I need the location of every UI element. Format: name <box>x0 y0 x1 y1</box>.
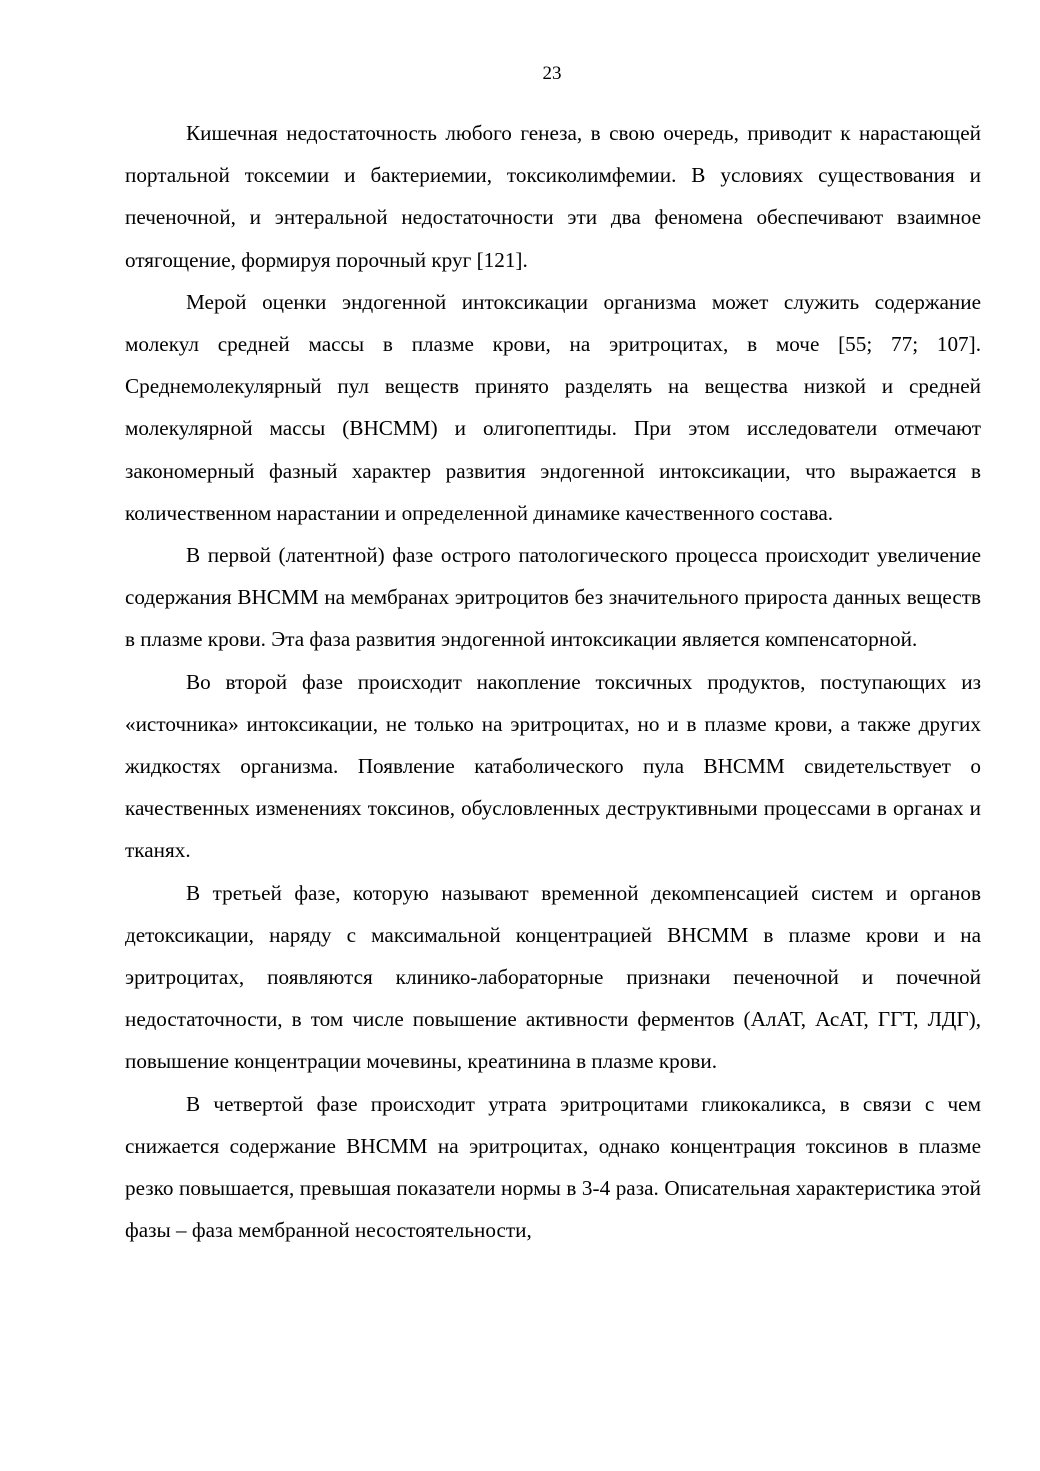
page-number: 23 <box>542 63 562 84</box>
paragraph-intestinal-insufficiency: Кишечная недостаточность любого генеза, в свою очередь, приводит к нарастающей портальной токсемии и бактериемии, токсиколимфемии. В условиях существования и печеночной, и энтеральной недостаточности эти два феномена обеспечивают взаимное отягощение, формируя порочный круг [121]. <box>125 121 981 272</box>
paragraph-intoxication-assessment: Мерой оценки эндогенной интоксикации организма может служить содержание молекул средней массы в плазме крови, на эритроцитах, в моче [55; 77; 107]. Среднемолекулярный пул веществ принято разделять на вещества низкой и средней молекулярной массы (ВНСММ) и олигопептиды. При этом исследователи отмечают закономерный фазный характер развития эндогенной интоксикации, что выражается в количественном нарастании и определенной динамике качественного состава. <box>125 289 981 525</box>
paragraph-first-phase: В первой (латентной) фазе острого патологического процесса происходит увеличение содержания ВНСММ на мембранах эритроцитов без значительного прироста данных веществ в плазме крови. Эта фаза развития эндогенной интоксикации является компенсаторной. <box>125 543 981 652</box>
body-text <box>125 112 981 1251</box>
paragraph-fourth-phase: В четвертой фазе происходит утрата эритроцитами гликокаликса, в связи с чем снижается содержание ВНСММ на эритроцитах, однако концентрация токсинов в плазме резко повышается, превышая показатели нормы в 3-4 раза. Описательная характеристика этой фазы – фаза мембранной несостоятельности, <box>125 1091 981 1243</box>
paragraph-second-phase: Во второй фазе происходит накопление токсичных продуктов, поступающих из «источника» интоксикации, не только на эритроцитах, но и в плазме крови, а также других жидкостях организма. Появление катаболического пула ВНСММ свидетельствует о качественных изменениях токсинов, обусловленных деструктивными процессами в органах и тканях. <box>125 669 981 863</box>
paragraph-third-phase: В третьей фазе, которую называют временной декомпенсацией систем и органов детоксикации, наряду с максимальной концентрацией ВНСММ в плазме крови и на эритроцитах, появляются клинико-лабораторные признаки печеночной и почечной недостаточности, в том числе повышение активности ферментов (АлАТ, АсАТ, ГГТ, ЛДГ), повышение концентрации мочевины, креатинина в плазме крови. <box>125 880 981 1074</box>
